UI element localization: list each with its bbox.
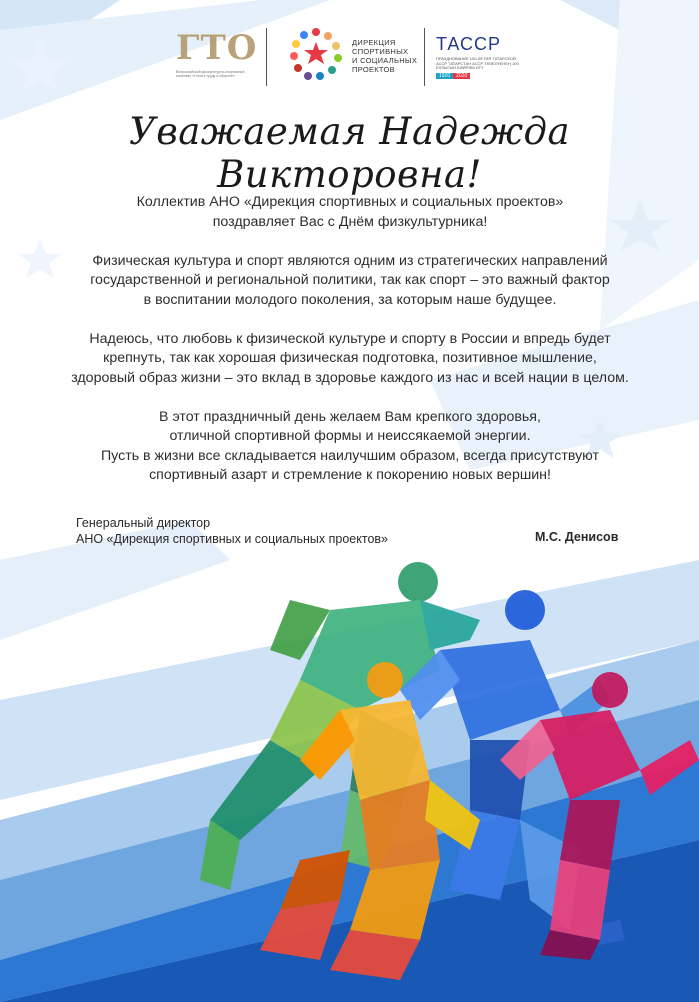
text-line: государственной и региональной политики, так как спорт – это важный фактор [90,272,610,288]
paragraph-4 [30,408,670,486]
logo-divider [424,28,425,86]
text-line: Надеюсь, что любовь к физической культуре и спорту в России и впредь будет [89,330,611,347]
signature-position-line-2: АНО «Дирекция спортивных и социальных проектов» [76,532,388,546]
letter-body [30,193,670,505]
tassr-year-end: 2020 [453,73,470,79]
directorate-line-3: И СОЦИАЛЬНЫХ [352,56,418,65]
text-line: отличной спортивной формы и неиссякаемой энергии. [169,428,531,444]
text-line: спортивный азарт и стремление к покорению новых вершин! [149,467,551,483]
signature-name: М.С. Денисов [535,530,619,544]
text-line: здоровый образ жизни – это вклад в здоровье каждого из нас и всей нации в целом. [71,369,629,386]
gto-logo-letters: ГТО [176,28,258,68]
text-line: крепнуть, так как хорошая физическая подготовка, позитивное мышление, [103,350,597,366]
gto-logo-caption: Всероссийский физкультурно-спортивный комплекс «Готов к труду и обороне» [176,70,245,78]
directorate-star-icon [288,26,344,82]
gto-logo [176,28,258,88]
paragraph-1 [30,193,670,232]
tassr-logo-title: ТАССР [436,34,502,54]
paragraph-3 [30,330,670,389]
runners-illustration [0,540,699,1002]
text-line: поздравляет Вас с Днём физкультурника! [212,213,488,230]
logo-divider [266,28,267,86]
directorate-logo-text [352,38,432,74]
signature-position-line-1: Генеральный директор [76,516,211,530]
paragraph-2 [30,252,670,311]
text-line: Физическая культура и спорт являются одним из стратегических направлений [92,252,608,269]
text-line: Коллектив АНО «Дирекция спортивных и социальных проектов» [136,194,564,210]
directorate-line-1: ДИРЕКЦИЯ [352,38,396,47]
logo-bar [0,22,699,92]
tassr-year-start: 1920 [436,73,453,79]
tassr-logo [436,34,526,79]
text-line: в воспитании молодого поколения, за которым наше будущее. [143,291,557,308]
tassr-years [436,73,526,79]
tassr-logo-caption: ПРАЗДНОВАНИЕ 100-ЛЕТИЯ ТАТАРСКОЙ АССР ТАТАРСТАН АССР ТӨЗЕЛҮЕНЕҢ 100 ЕЛЛЫГЫН БӘЙРӘМ ИТҮ [436,56,519,71]
directorate-line-4: ПРОЕКТОВ [352,65,395,74]
text-line: Пусть в жизни все складывается наилучшим образом, всегда присутствуют [100,447,599,464]
text-line: В этот праздничный день желаем Вам крепкого здоровья, [159,408,541,425]
directorate-line-2: СПОРТИВНЫХ [352,47,409,56]
greeting-heading: Уважаемая Надежда Викторовна! [128,110,571,196]
